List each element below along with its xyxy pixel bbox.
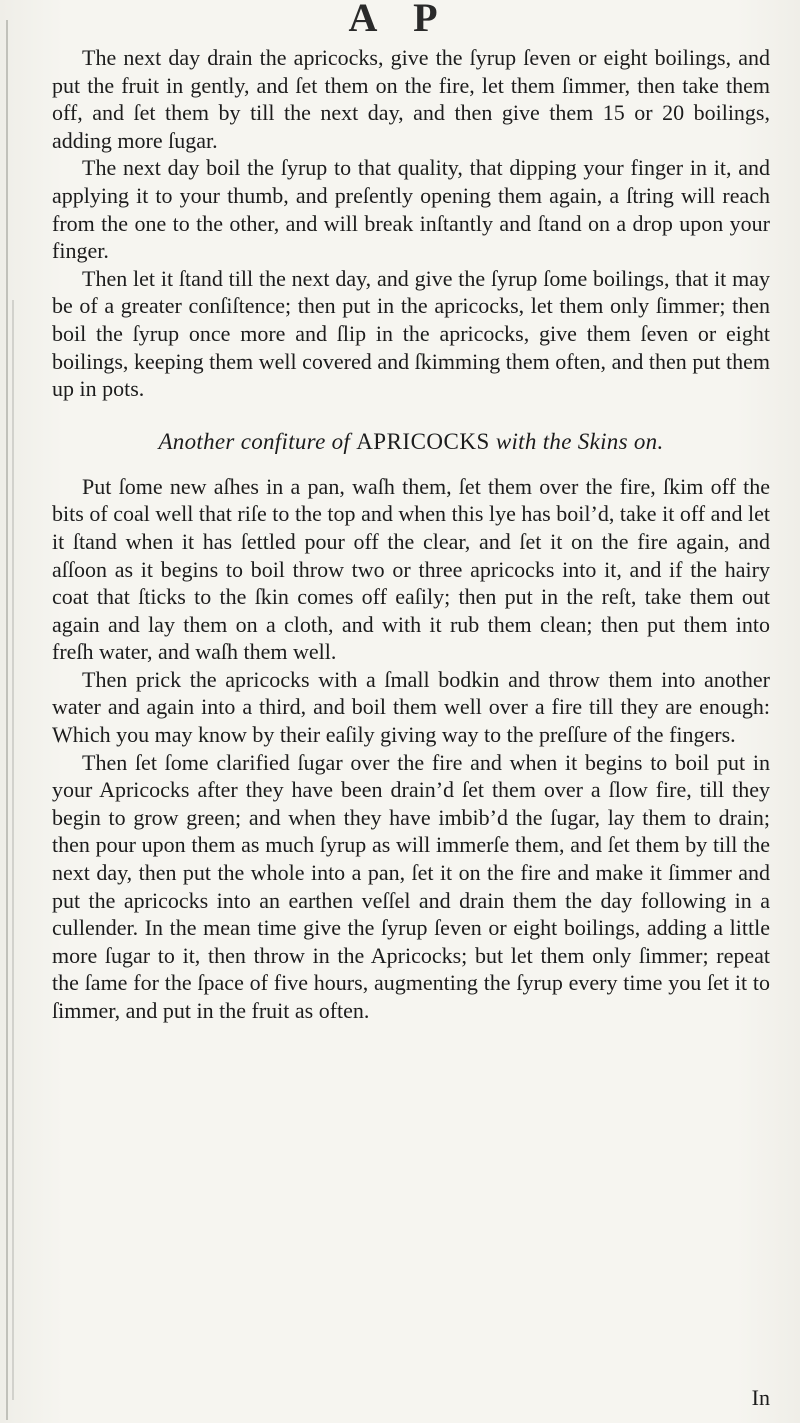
gutter-shadow bbox=[6, 20, 8, 1420]
paragraph: Put ſome new aſhes in a pan, waſh them, ſet them over the fire, ſkim off the bits of coal well that riſe to the top and when this lye has boil’d, take it off and let it ſtand when it has ſettled pour off the clear, and ſet it on the fire again, and aſſoon as it begins to boil throw two or three apricocks into it, and if the hairy coat that ſticks to the ſkin comes off eaſily; then put in the reſt, take them out again and lay them on a cloth, and with it rub them clean; then put them into freſh water, and waſh them well. bbox=[52, 473, 770, 665]
paragraph: The next day boil the ſyrup to that quality, that dipping your finger in it, and applying it to your thumb, and preſently opening them again, a ſtring will reach from the one to the other, and will break inſtantly and ſtand on a drop upon your finger. bbox=[52, 155, 770, 264]
paragraph: The next day drain the apricocks, give the ſyrup ſeven or eight boilings, and put the fruit in gently, and ſet them on the fire, let them ſimmer, then take them off, and ſet them by till the next day, and then give them 15 or 20 boilings, adding more ſugar. bbox=[52, 45, 770, 153]
running-head: A P bbox=[348, 0, 452, 40]
section-heading bbox=[52, 429, 770, 455]
paragraph: Then let it ſtand till the next day, and give the ſyrup ſome boilings, that it may be of a greater conſiſtence; then put in the apricocks, let them only ſimmer; then boil the ſyrup once more and ſlip in the apricocks, give them ſeven or eight boilings, keeping them well covered and ſkimming them often, and then put them up in pots. bbox=[52, 265, 770, 402]
paragraph: Then ſet ſome clarified ſugar over the fire and when it begins to boil put in your Apricocks after they have been drain’d ſet them over a ſlow fire, till they begin to grow green; and when they have imbib’d the ſugar, lay them to drain; then pour upon them as much ſyrup as will immerſe them, and ſet them by till the next day, then put the whole into a pan, ſet it on the fire and make it ſimmer and put the apricocks into an earthen veſſel and drain them the day following in a cullender. In the mean time give the ſyrup ſeven or eight boilings, adding a little more ſugar to it, then throw in the Apricocks; but let them only ſimmer; repeat the ſame for the ſpace of five hours, augmenting the ſyrup every time you ſet it to ſimmer, and put in the fruit as often. bbox=[52, 749, 770, 1023]
paragraph: Then prick the apricocks with a ſmall bodkin and throw them into another water and again into a third, and boil them well over a fire till they are enough: Which you may know by their eaſily giving way to the preſſure of the fingers. bbox=[52, 666, 770, 748]
catchword: In bbox=[751, 1385, 770, 1410]
heading-suffix: with the Skins on. bbox=[489, 428, 664, 454]
heading-caps: APRICOCKS bbox=[356, 428, 490, 454]
body-text bbox=[52, 44, 770, 1025]
heading-prefix: Another confiture of bbox=[158, 428, 357, 454]
gutter-shadow bbox=[12, 300, 14, 1400]
